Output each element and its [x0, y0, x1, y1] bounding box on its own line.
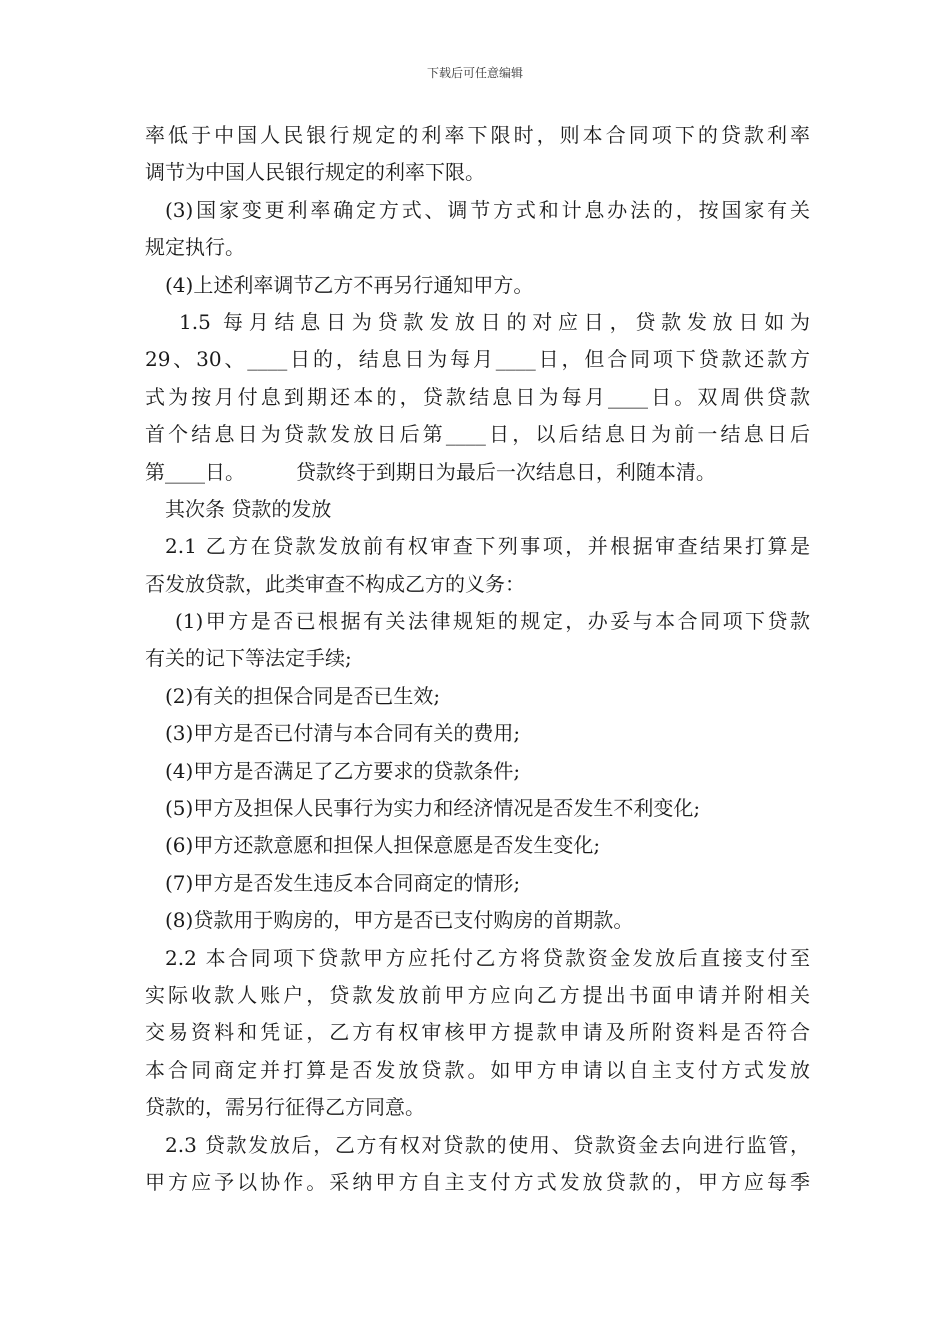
text-line: 交易资料和凭证，乙方有权审核甲方提款申请及所附资料是否符合 [145, 1020, 810, 1045]
section-heading: 其次条 贷款的发放 [165, 496, 332, 521]
text-line: 实际收款人账户，贷款发放前甲方应向乙方提出书面申请并附相关 [145, 982, 810, 1007]
text-line: (3)国家变更利率确定方式、调节方式和计息办法的，按国家有关 [165, 197, 810, 222]
list-item: (7)甲方是否发生违反本合同商定的情形; [165, 870, 521, 895]
text-line: 1.5 每月结息日为贷款发放日的对应日，贷款发放日如为 [179, 309, 810, 334]
text-line: 甲方应予以协作。采纳甲方自主支付方式发放贷款的，甲方应每季 [145, 1169, 810, 1194]
list-item: (5)甲方及担保人民事行为实力和经济情况是否发生不利变化; [165, 796, 701, 821]
text-line: 首个结息日为贷款发放日后第____日，以后结息日为前一结息日后 [145, 422, 810, 447]
text-line: 29、30、____日的，结息日为每月____日，但合同项下贷款还款方 [145, 347, 810, 372]
text-line: 式为按月付息到期还本的，贷款结息日为每月____日。双周供贷款 [145, 384, 810, 409]
document-body [145, 117, 810, 1201]
text-line: 2.2 本合同项下贷款甲方应托付乙方将贷款资金发放后直接支付至 [165, 945, 810, 970]
list-item: (2)有关的担保合同是否已生效; [165, 683, 441, 708]
text-line: 本合同商定并打算是否发放贷款。如甲方申请以自主支付方式发放 [145, 1057, 810, 1082]
text-line: 第____日。 贷款终于到期日为最后一次结息日，利随本清。 [145, 459, 716, 484]
text-line: 否发放贷款，此类审查不构成乙方的义务： [145, 571, 525, 596]
text-line: 规定执行。 [145, 235, 245, 260]
list-item: (4)甲方是否满足了乙方要求的贷款条件; [165, 758, 521, 783]
text-line: 调节为中国人民银行规定的利率下限。 [145, 160, 485, 185]
text-line: 有关的记下等法定手续; [145, 646, 352, 671]
page-header: 下载后可任意编辑 [426, 66, 523, 80]
text-line: (1)甲方是否已根据有关法律规矩的规定，办妥与本合同项下贷款 [175, 609, 810, 634]
text-line: 率低于中国人民银行规定的利率下限时，则本合同项下的贷款利率 [145, 123, 810, 147]
text-line: 2.1 乙方在贷款发放前有权审查下列事项，并根据审查结果打算是 [165, 534, 810, 559]
list-item: (8)贷款用于购房的，甲方是否已支付购房的首期款。 [165, 908, 634, 933]
list-item: (3)甲方是否已付清与本合同有关的费用; [165, 721, 521, 746]
text-line: 2.3 贷款发放后，乙方有权对贷款的使用、贷款资金去向进行监管， [165, 1132, 810, 1157]
text-line: (4)上述利率调节乙方不再另行通知甲方。 [165, 272, 534, 297]
list-item: (6)甲方还款意愿和担保人担保意愿是否发生变化; [165, 833, 601, 858]
text-line: 贷款的，需另行征得乙方同意。 [145, 1095, 425, 1120]
